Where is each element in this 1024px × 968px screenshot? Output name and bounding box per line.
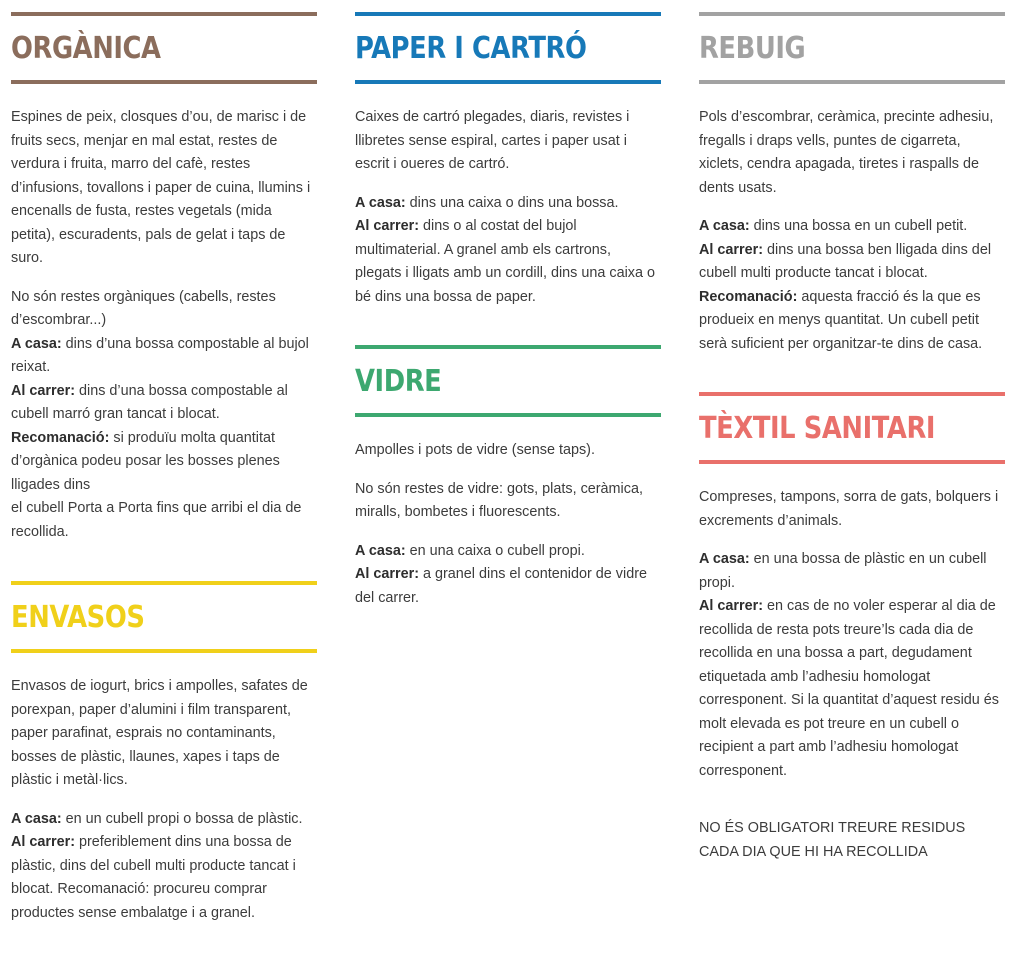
recommendation-text: si produïu molta quantitat d’orgànica podeu posar les bosses plenes lligades dins	[11, 429, 280, 493]
recommendation-continued: el cubell Porta a Porta fins que arribi el dia de recollida.	[11, 500, 302, 540]
home-label: A casa:	[699, 218, 750, 234]
instructions-paragraph	[11, 808, 317, 926]
recommendation-text: aquesta fracció és la que es produeix en menys quantitat. Un cubell petit serà suficient per organitzar-te dins de casa.	[699, 288, 983, 352]
home-instruction	[699, 215, 1005, 239]
section-paper	[355, 12, 661, 324]
section-rebuig	[699, 12, 1005, 371]
home-text: en una bossa de plàstic en un cubell propi.	[699, 551, 987, 591]
instructions-paragraph	[699, 548, 1005, 783]
items-paragraph: Envasos de iogurt, brics i ampolles, safates de porexpan, paper d’alumini i film transparent, paper parafinat, esprais no contaminants, bosses de plàstic, llaunes, xapes i taps de plàstic i metàl·lics.	[11, 678, 308, 788]
items-paragraph: Compreses, tampons, sorra de gats, bolquers i excrements d’animals.	[699, 489, 999, 529]
street-text: dins d’una bossa compostable al cubell marró gran tancat i blocat.	[11, 382, 288, 422]
section-organica	[11, 12, 317, 559]
street-instruction	[355, 215, 661, 309]
instructions-paragraph	[355, 192, 661, 310]
home-instruction	[355, 192, 661, 216]
section-envasos	[11, 581, 317, 940]
notice-paragraph: NO ÉS OBLIGATORI TREURE RESIDUS CADA DIA QUE HI HA RECOLLIDA	[699, 820, 966, 860]
section-title: ENVASOS	[11, 600, 145, 635]
home-text: en una caixa o cubell propi.	[405, 542, 585, 559]
instructions-paragraph	[355, 540, 661, 611]
street-instruction	[699, 595, 1005, 783]
section-body	[11, 653, 317, 925]
home-label: A casa:	[699, 551, 750, 567]
section-title: ORGÀNICA	[11, 31, 161, 66]
street-label: Al carrer:	[355, 566, 419, 582]
home-label: A casa:	[11, 335, 62, 352]
section-body	[355, 417, 661, 610]
items-paragraph: Ampolles i pots de vidre (sense taps).	[355, 442, 595, 458]
recommendation-label: Recomanació:	[699, 288, 798, 305]
recommendation	[699, 286, 1005, 357]
section-title: TÈXTIL SANITARI	[699, 411, 936, 446]
home-text: dins una bossa en un cubell petit.	[749, 218, 968, 234]
home-text: dins una caixa o dins una bossa.	[405, 194, 619, 211]
section-textil-sanitari	[699, 392, 1005, 879]
street-text: en cas de no voler esperar al dia de recollida de resta pots treure’ls cada dia de recollida en una bossa a part, degudament etiquetada amb l’adhesiu homologat corresponent. Si la quantitat d’aquest residu és molt elevada es pot treure en un cubell o recipient a part amb l’adhesiu homologat corresponent.	[699, 598, 999, 779]
street-instruction	[11, 831, 317, 925]
street-instruction	[11, 380, 317, 427]
street-label: Al carrer:	[699, 241, 763, 258]
home-text: en un cubell propi o bossa de plàstic.	[61, 810, 303, 827]
section-vidre	[355, 345, 661, 625]
section-body	[699, 84, 1005, 356]
not-items-text: No són restes orgàniques (cabells, restes d’escombrar...)	[11, 288, 276, 328]
section-body	[11, 84, 317, 544]
street-label: Al carrer:	[355, 218, 419, 234]
section-title: VIDRE	[355, 364, 442, 399]
section-title: PAPER I CARTRÓ	[355, 31, 587, 66]
section-title: REBUIG	[699, 31, 806, 66]
home-label: A casa:	[355, 542, 406, 559]
home-instruction	[355, 540, 661, 564]
section-body	[699, 464, 1005, 864]
home-label: A casa:	[11, 810, 62, 827]
items-paragraph: Espines de peix, closques d’ou, de marisc i de fruits secs, menjar en mal estat, restes de verdura i fruita, marro del cafè, restes d’infusions, tovallons i paper de cuina, llumins i encenalls de fusta, restes vegetals (mida petita), escuradents, pals de gelat i taps de suro.	[11, 109, 311, 266]
street-text: a granel dins el contenidor de vidre del carrer.	[355, 566, 647, 606]
recommendation-label: Recomanació:	[11, 429, 110, 446]
not-items-paragraph: No són restes de vidre: gots, plats, ceràmica, miralls, bombetes i fluorescents.	[355, 480, 643, 520]
home-instruction	[11, 333, 317, 380]
home-instruction	[11, 808, 317, 832]
instructions-paragraph	[699, 215, 1005, 356]
items-paragraph: Caixes de cartró plegades, diaris, revistes i llibretes sense espiral, cartes i paper usat i escrit i oueres de cartró.	[355, 109, 630, 172]
home-label: A casa:	[355, 194, 406, 211]
street-label: Al carrer:	[699, 598, 763, 614]
section-body	[355, 84, 661, 309]
street-text: dins o al costat del bujol multimaterial. A granel amb els cartrons, plegats i lligats amb un cordill, dins una caixa o bé dins una bossa de paper.	[355, 218, 655, 305]
home-instruction	[699, 548, 1005, 595]
street-text: dins una bossa ben lligada dins del cubell multi producte tancat i blocat.	[699, 241, 992, 281]
street-instruction	[355, 563, 661, 610]
instructions-paragraph	[11, 286, 317, 545]
recommendation	[11, 427, 317, 498]
street-text: preferiblement dins una bossa de plàstic, dins del cubell multi producte tancat i blocat. Recomanació: procureu comprar productes sense embalatge i a granel.	[11, 834, 296, 921]
home-text: dins d’una bossa compostable al bujol reixat.	[11, 335, 309, 375]
street-label: Al carrer:	[11, 382, 75, 399]
street-label: Al carrer:	[11, 834, 75, 850]
street-instruction	[699, 239, 1005, 286]
items-paragraph: Pols d’escombrar, ceràmica, precinte adhesiu, fregalls i draps vells, puntes de cigarreta, xiclets, cendra apagada, tiretes i raspalls de dents usats.	[699, 109, 994, 196]
